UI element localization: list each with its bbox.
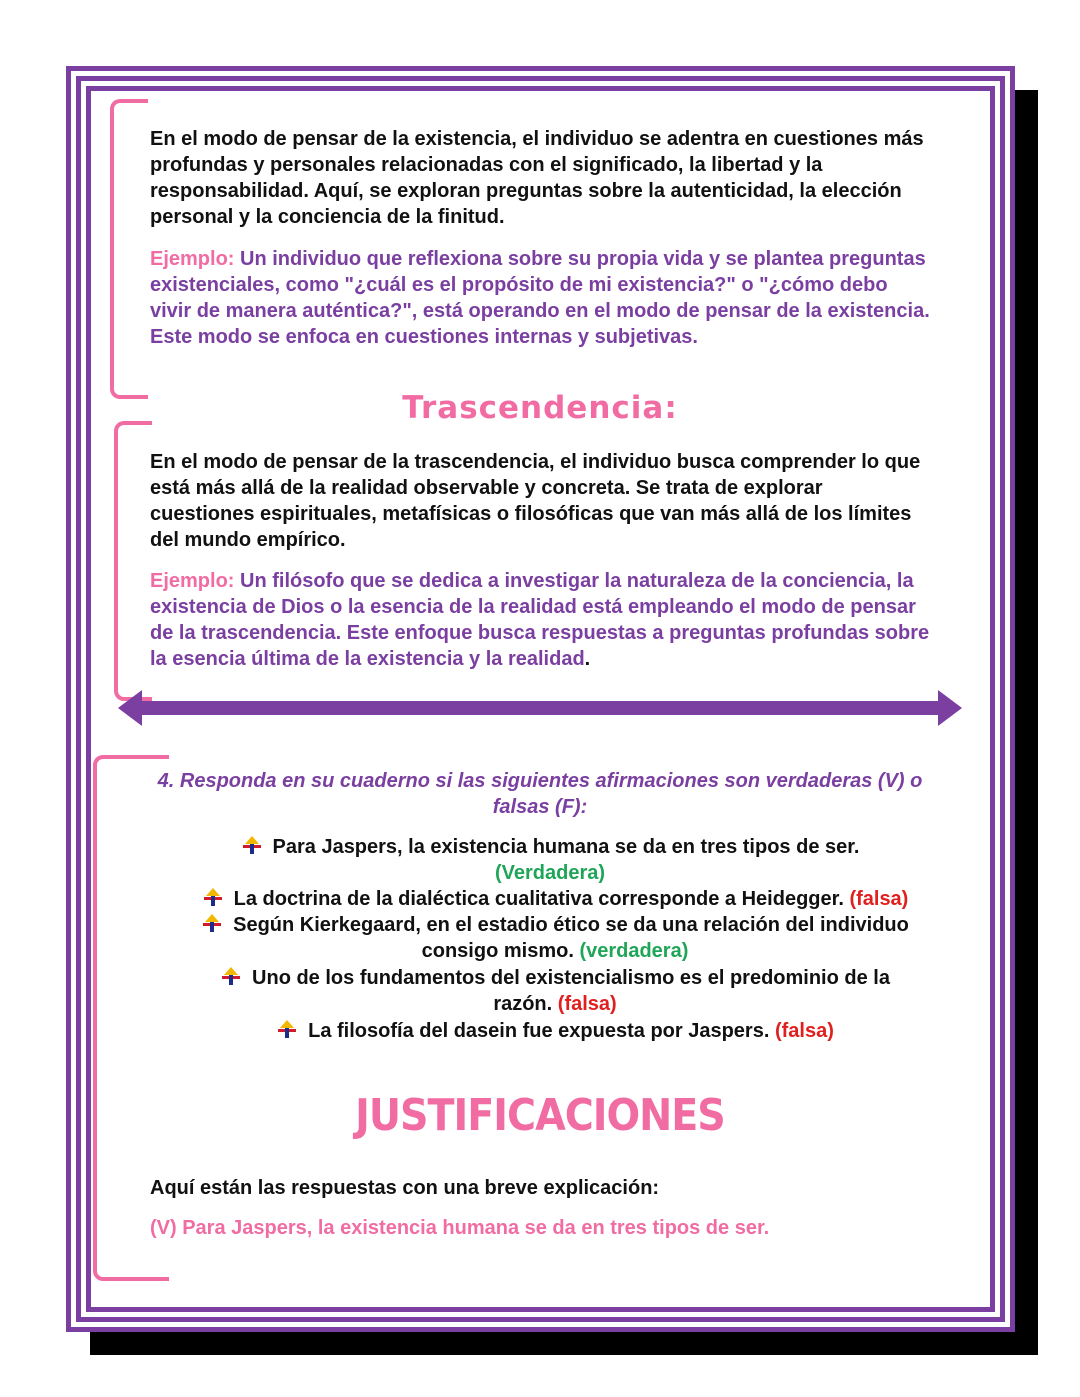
trascendencia-example — [150, 568, 930, 672]
quiz-item — [190, 965, 920, 1017]
quiz-item-answer: (falsa) — [557, 993, 617, 1015]
arrow-bullet-icon — [241, 835, 263, 855]
quiz-item-answer: (falsa) — [849, 888, 909, 910]
arrow-bullet-icon — [201, 913, 223, 933]
existencia-example — [150, 246, 930, 350]
existencia-body: En el modo de pensar de la existencia, el individuo se adentra en cuestiones más profundas y personales relacionadas con el significado, la libertad y la responsabilidad. Aquí, se exploran preguntas sobre la autenticidad, la elección personal y la conciencia de la finitud. — [150, 128, 924, 228]
quiz-item-text: La doctrina de la dialéctica cualitativa corresponde a Heidegger. — [233, 888, 844, 910]
trascendencia-body: En el modo de pensar de la trascendencia, el individuo busca comprender lo que está más allá de la realidad observable y concreta. Se trata de explorar cuestiones espirituales, metafísicas o filosóficas que van más allá de los límites del mundo empírico. — [150, 451, 921, 551]
quiz-item-text: Para Jaspers, la existencia humana se da en tres tipos de ser. — [272, 836, 860, 858]
quiz-bracket — [93, 755, 169, 1281]
example-label: Ejemplo: — [150, 248, 235, 270]
example-text: Un individuo que reflexiona sobre su propia vida y se plantea preguntas existenciales, como "¿cuál es el propósito de mi existencia?" o "¿cómo debo vivir de manera auténtica?", está operando en el modo de pensar de la existencia. Este modo se enfoca en cuestiones internas y subjetivas. — [150, 248, 930, 348]
quiz-item-answer: (Verdadera) — [494, 862, 606, 884]
quiz-item — [200, 1018, 910, 1044]
example-end: . — [584, 648, 591, 670]
arrow-bullet-icon — [220, 966, 242, 986]
double-arrow-divider — [118, 690, 962, 726]
quiz-question: 4. Responda en su cuaderno si las siguientes afirmaciones son verdaderas (V) o falsas (F): — [157, 770, 923, 818]
arrow-bullet-icon — [202, 887, 224, 907]
quiz-item — [150, 886, 960, 912]
quiz-item — [200, 834, 900, 886]
quiz-item — [170, 912, 940, 964]
quiz-item-answer: (falsa) — [774, 1020, 834, 1042]
quiz-item-text: Según Kierkegaard, en el estadio ético se da una relación del individuo consigo mismo. — [233, 914, 909, 962]
example-text: Un filósofo que se dedica a investigar la naturaleza de la conciencia, la existencia de Dios o la esencia de la realidad está empleando el modo de pensar de la trascendencia. Este enfoque busca respuestas a preguntas profundas sobre la esencia última de la existencia y la realidad — [150, 570, 930, 670]
example-label: Ejemplo: — [150, 570, 235, 592]
justificaciones-title: JUSTIFICACIONES — [355, 1090, 725, 1141]
arrow-bullet-icon — [276, 1019, 298, 1039]
quiz-item-text: La filosofía del dasein fue expuesta por Jaspers. — [308, 1020, 770, 1042]
trascendencia-title: Trascendencia: — [402, 390, 678, 426]
quiz-item-text: Uno de los fundamentos del existencialismo es el predominio de la razón. — [252, 967, 890, 1015]
justificaciones-first: (V) Para Jaspers, la existencia humana se da en tres tipos de ser. — [150, 1217, 770, 1239]
trascendencia-bracket — [114, 421, 152, 701]
quiz-item-answer: (verdadera) — [579, 940, 689, 962]
existencia-bracket — [110, 99, 148, 399]
justificaciones-intro: Aquí están las respuestas con una breve explicación: — [150, 1177, 660, 1199]
